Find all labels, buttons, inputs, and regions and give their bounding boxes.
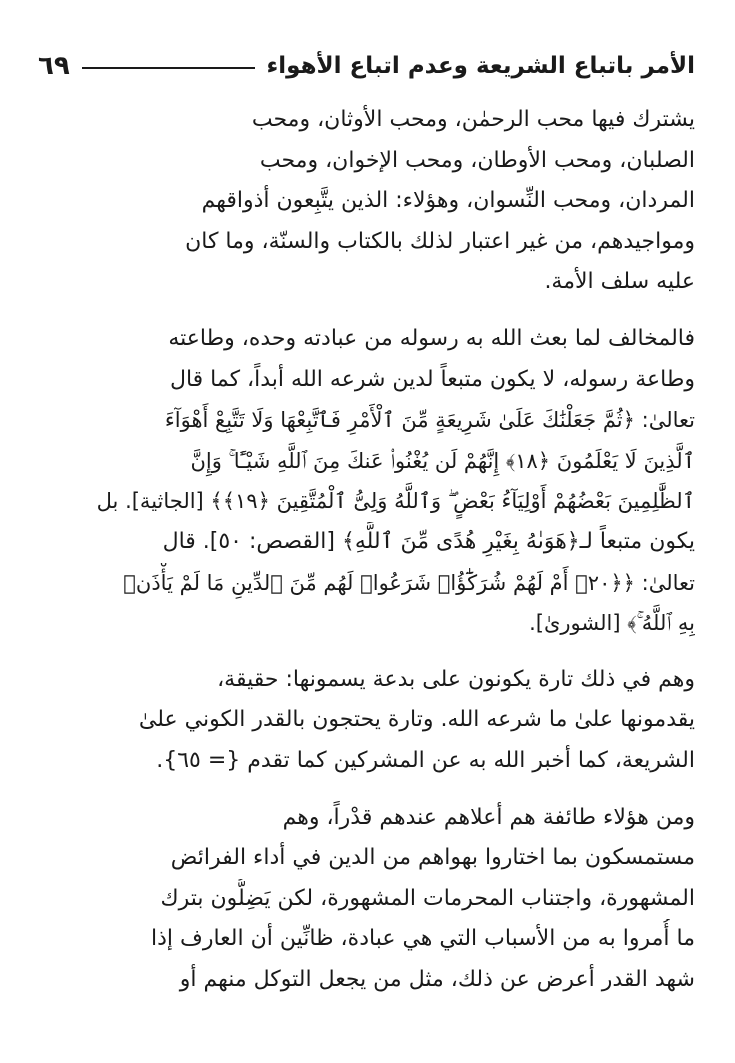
quran-verse-line: تعالىٰ: ﴿﴿٢٠﴾ أَمْ لَهُمْ شُرَكَٰٓؤُا۟ شَرَعُوا۟ لَهُم مِّنَ ٱلدِّينِ مَا لَمْ يَأْذَنۢ	[123, 570, 695, 595]
text-line: ما أُمروا به من الأسباب التي هي عبادة، ظانِّين أن العارف إذا	[151, 926, 695, 952]
page-header	[38, 46, 695, 86]
text-line: يكون متبعاً لـ﴿هَوَىٰهُ بِغَيْرِ هُدًى مِّنَ ٱللَّهِ﴾ [القصص: ٥٠]. قال	[162, 528, 695, 554]
paragraph-1	[38, 100, 695, 303]
text-line: فالمخالف لما بعث الله به رسوله من عبادته وحده، وطاعته	[168, 325, 695, 351]
paragraph-4	[38, 798, 695, 1001]
text-line: الشريعة، كما أخبر الله به عن المشركين كما تقدم {= ٦٥}.	[156, 747, 695, 773]
quran-verse-line: ٱلظَّٰلِمِينَ بَعْضُهُمْ أَوْلِيَآءُ بَعْضٍ ۖ وَٱللَّهُ وَلِىُّ ٱلْمُتَّقِينَ ﴿١٩﴾﴾ [الجاثية]. بل	[96, 489, 695, 514]
page-number: ٦٩	[38, 51, 70, 81]
quran-verse-line: تعالىٰ: ﴿ثُمَّ جَعَلْنَٰكَ عَلَىٰ شَرِيعَةٍ مِّنَ ٱلْأَمْرِ فَٱتَّبِعْهَا وَلَا تَتَّبِعْ أَهْوَآءَ	[164, 408, 695, 433]
text-line: يشترك فيها محب الرحمٰن، ومحب الأوثان، ومحب	[251, 107, 695, 132]
text-line: الصلبان، ومحب الأوطان، ومحب الإخوان، ومحب	[259, 147, 695, 173]
text-line: المردان، ومحب النِّسوان، وهؤلاء: الذين يتَّبِعون أذواقهم	[201, 188, 695, 214]
paragraph-3	[38, 660, 695, 782]
quran-verse-line: ٱلَّذِينَ لَا يَعْلَمُونَ ﴿١٨﴾ إِنَّهُمْ لَن يُغْنُوا۟ عَنكَ مِنَ ٱللَّهِ شَيْـًٔا ۚ وَإِنَّ	[190, 448, 695, 473]
header-rule	[82, 67, 255, 69]
text-line: يقدمونها علىٰ ما شرعه الله. وتارة يحتجون بالقدر الكوني علىٰ	[138, 707, 695, 733]
page-body	[38, 100, 695, 1000]
paragraph-2	[38, 319, 695, 644]
text-line: المشهورة، واجتناب المحرمات المشهورة، لكن يَضِلُّون بترك	[160, 885, 695, 911]
text-line: وهم في ذلك تارة يكونون على بدعة يسمونها: حقيقة،	[217, 666, 695, 692]
text-line: مستمسكون بما اختاروا بهواهم من الدين في أداء الفرائض	[170, 845, 695, 871]
text-line: عليه سلف الأمة.	[544, 269, 695, 295]
text-line: وطاعة رسوله، لا يكون متبعاً لدين شرعه الله أبداً، كما قال	[169, 366, 695, 392]
running-title: الأمر باتباع الشريعة وعدم اتباع الأهواء	[266, 53, 695, 79]
text-line: شهد القدر أعرض عن ذلك، مثل من يجعل التوكل منهم أو	[179, 966, 695, 992]
quran-verse-line: بِهِ ٱللَّهُ ۚ﴾ [الشورىٰ].	[529, 611, 695, 636]
text-line: ومواجيدهم، من غير اعتبار لذلك بالكتاب والسنّة، وما كان	[185, 228, 695, 254]
text-line: ومن هؤلاء طائفة هم أعلاهم عندهم قدْراً، وهم	[282, 804, 695, 830]
